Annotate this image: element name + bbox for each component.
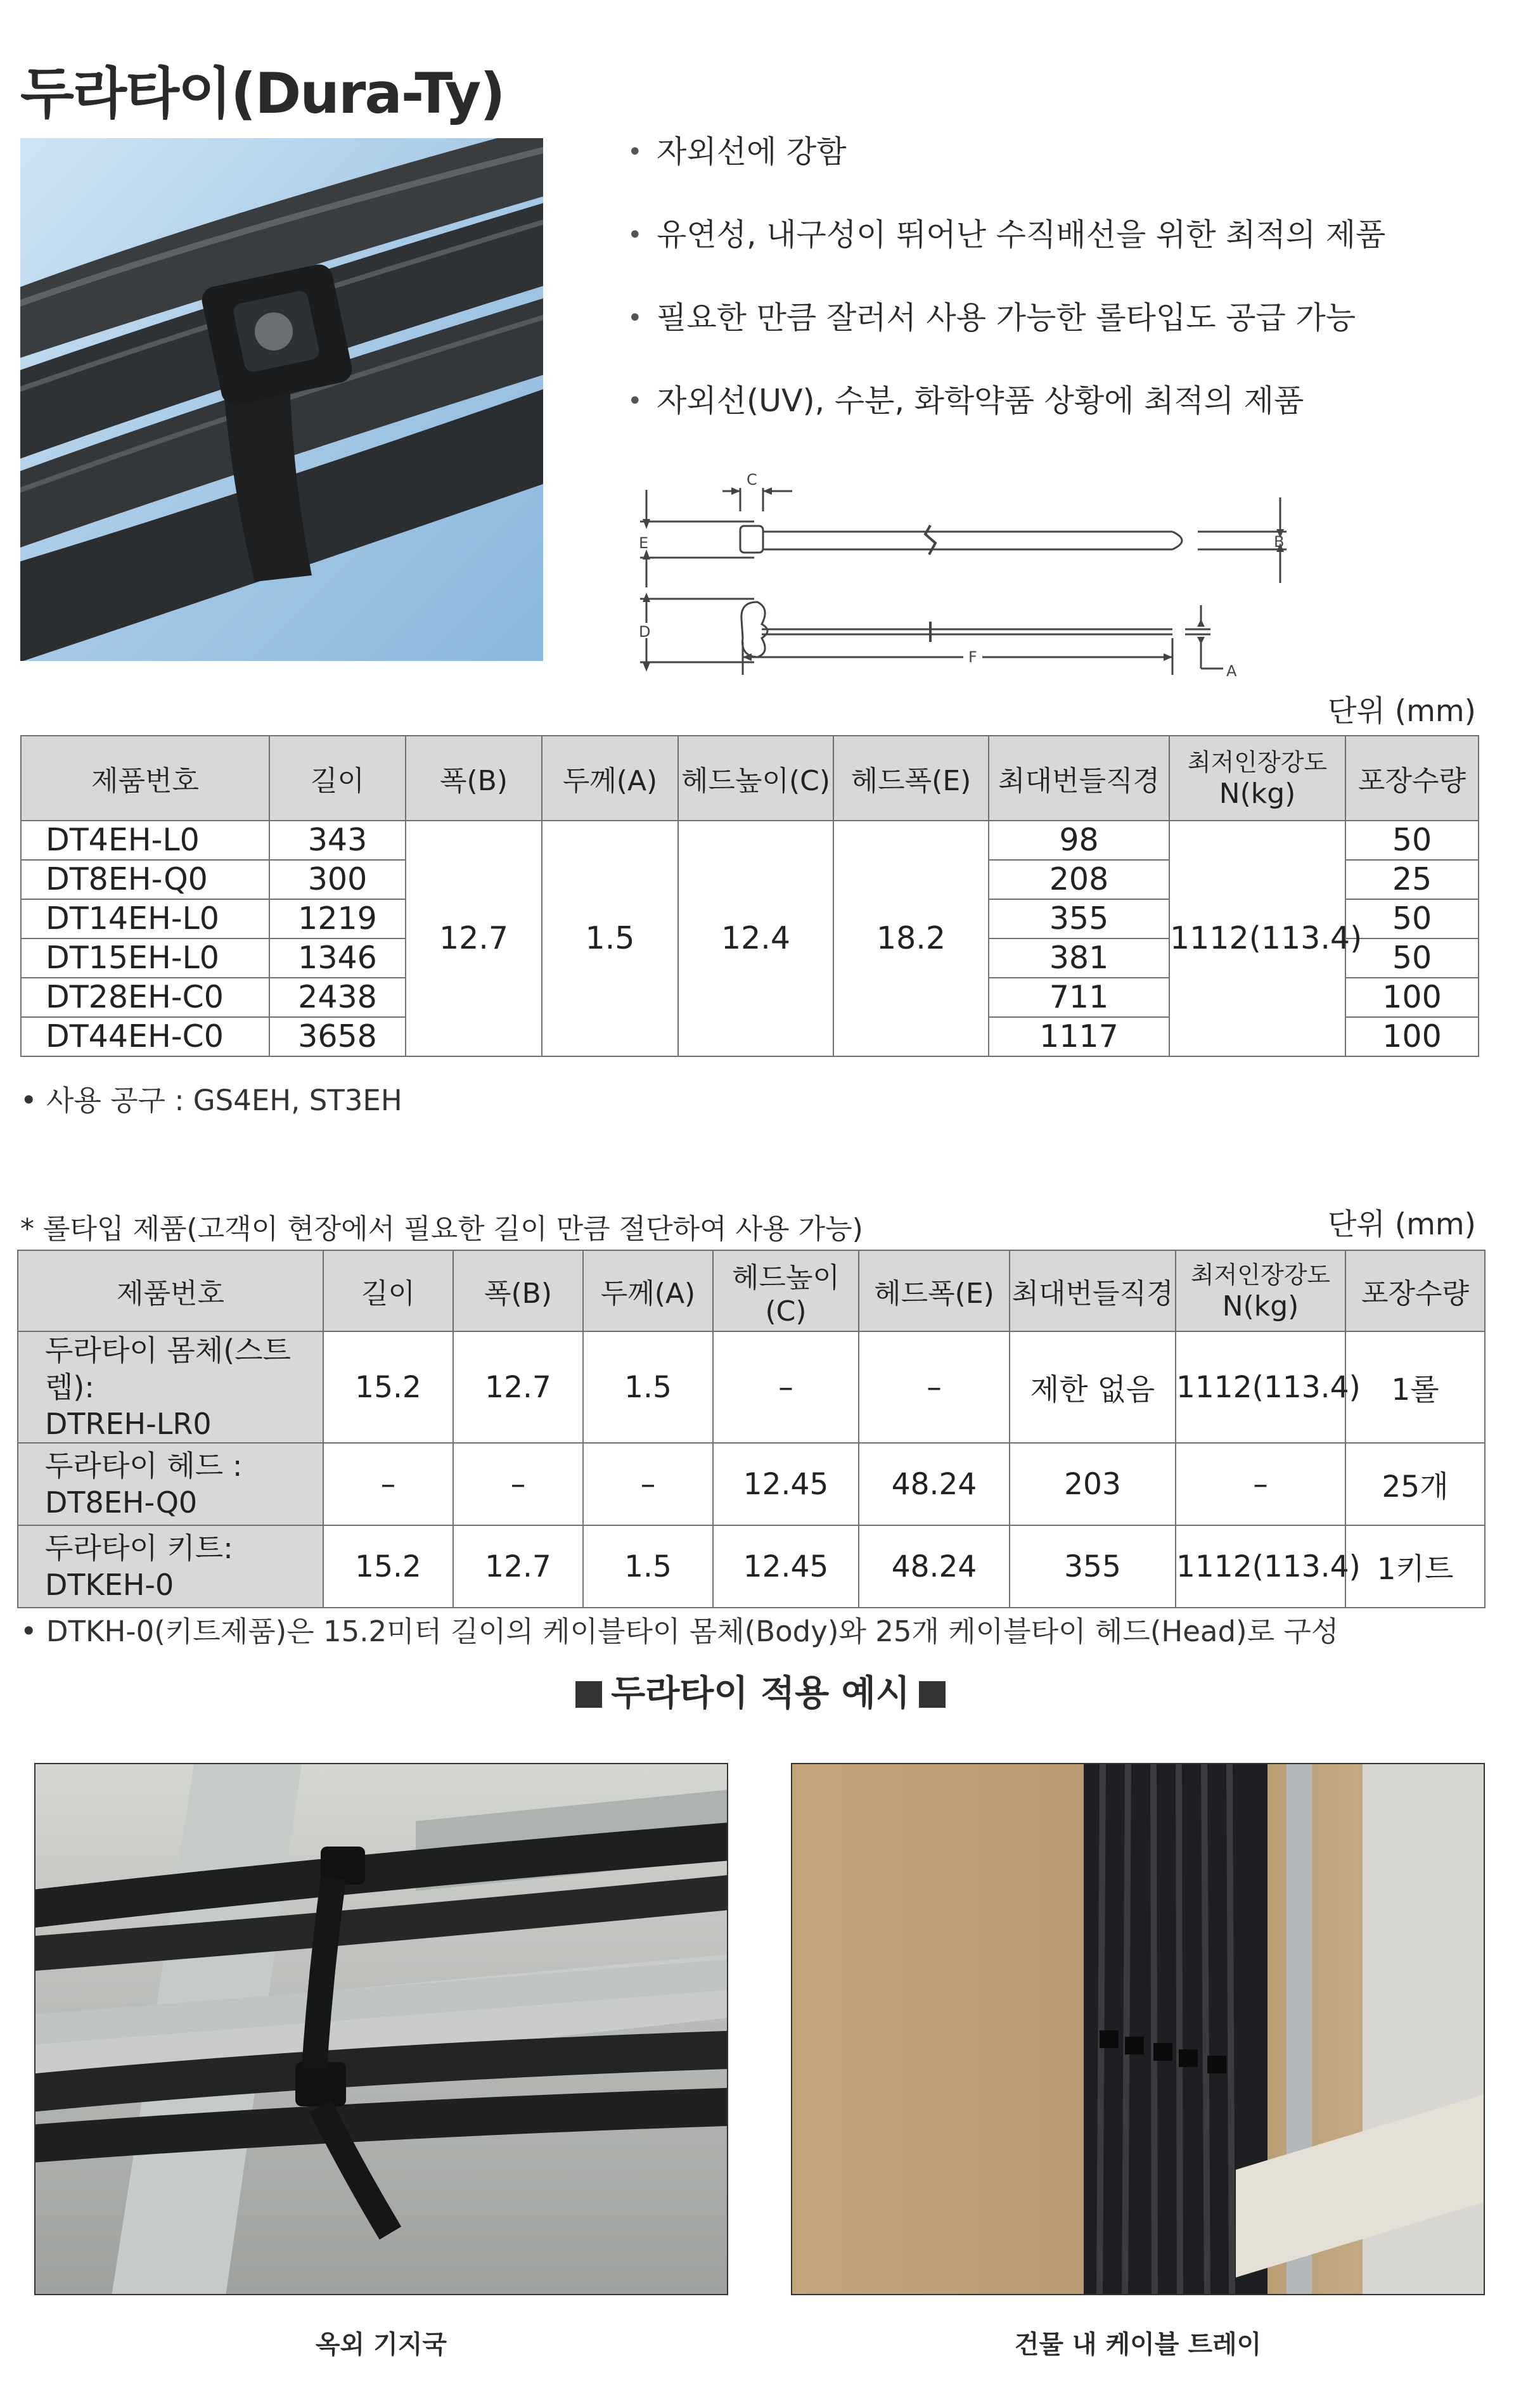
cell-head-width: 48.24 (859, 1525, 1010, 1608)
kit-note: • DTKH-0(키트제품)은 15.2미터 길이의 케이블타이 몸체(Body)와 25개 케이블타이 헤드(Head)로 구성 (20, 1615, 1339, 1648)
cell-width: – (453, 1443, 583, 1525)
table-row (21, 821, 1479, 860)
cell-qty: 25 (1345, 860, 1479, 899)
header-max-bundle: 최대번들직경 (989, 736, 1169, 821)
dim-label-f: F (968, 648, 977, 666)
table-row (18, 1443, 1485, 1525)
tool-note: • 사용 공구 : GS4EH, ST3EH (20, 1084, 402, 1117)
example-caption: 옥외 기지국 (315, 2330, 447, 2359)
dim-label-a: A (1226, 662, 1237, 680)
header-head-height: 헤드높이(C) (713, 1250, 859, 1331)
cell-head-height: – (713, 1331, 859, 1443)
product-name-line2: DTKEH-0 (45, 1568, 174, 1602)
cell-qty: 1롤 (1345, 1331, 1485, 1443)
cell-length: – (323, 1443, 453, 1525)
product-name-line1: 두라타이 헤드 : (45, 1449, 243, 1483)
header-tensile (1176, 1250, 1345, 1331)
header-tensile-line1: 최저인장강도 (1187, 748, 1328, 776)
cell-length: 15.2 (323, 1525, 453, 1608)
dim-label-d: D (639, 623, 651, 641)
cell-thickness: – (583, 1443, 713, 1525)
table-row (18, 1525, 1485, 1608)
cable-tie-on-cables-photo (20, 138, 543, 661)
cell-thickness-shared: 1.5 (542, 821, 678, 1056)
product-name-line2: DT8EH-Q0 (45, 1485, 198, 1520)
header-tensile-line1: 최저인장강도 (1190, 1260, 1331, 1289)
header-thickness: 두께(A) (542, 736, 678, 821)
indoor-cable-tray-photo (791, 1763, 1485, 2295)
roll-type-table (17, 1250, 1486, 1608)
square-icon (575, 1681, 602, 1708)
cell-product-name (18, 1443, 323, 1525)
unit-label: 단위 (mm) (1328, 694, 1476, 729)
header-max-bundle: 최대번들직경 (1010, 1250, 1176, 1331)
cell-qty: 50 (1345, 821, 1479, 860)
header-head-width: 헤드폭(E) (833, 736, 989, 821)
cell-bundle: 1117 (989, 1017, 1169, 1056)
unit-label-2: 단위 (mm) (1328, 1207, 1476, 1242)
cell-head-width: 48.24 (859, 1443, 1010, 1525)
cell-model: DT44EH-C0 (21, 1017, 269, 1056)
bullet-icon: • (627, 221, 643, 250)
header-width: 폭(B) (453, 1250, 583, 1331)
cable-tie-dimension-diagram (627, 472, 1299, 681)
cell-head-height: 12.45 (713, 1525, 859, 1608)
cell-length: 1219 (269, 899, 406, 938)
cell-tensile: – (1176, 1443, 1345, 1525)
section-heading (0, 1665, 1521, 1716)
header-tensile-line2: N(kg) (1219, 777, 1296, 810)
header-width: 폭(B) (406, 736, 542, 821)
header-qty: 포장수량 (1345, 1250, 1485, 1331)
page-title: 두라타이(Dura-Ty) (20, 61, 504, 126)
bullet-icon: • (627, 387, 643, 416)
header-head-width: 헤드폭(E) (859, 1250, 1010, 1331)
outdoor-base-station-photo (34, 1763, 728, 2295)
cell-thickness: 1.5 (583, 1525, 713, 1608)
cell-qty: 100 (1345, 978, 1479, 1017)
cell-model: DT8EH-Q0 (21, 860, 269, 899)
cell-width: 12.7 (453, 1525, 583, 1608)
cell-bundle: 제한 없음 (1010, 1331, 1176, 1443)
cell-qty: 50 (1345, 938, 1479, 978)
cell-bundle: 98 (989, 821, 1169, 860)
header-tensile-line2: N(kg) (1222, 1290, 1299, 1322)
cell-model: DT14EH-L0 (21, 899, 269, 938)
cell-head-height: 12.45 (713, 1443, 859, 1525)
feature-list (627, 130, 1483, 462)
feature-item (627, 213, 1483, 296)
header-tensile (1169, 736, 1345, 821)
example-caption: 건물 내 케이블 트레이 (1014, 2330, 1262, 2359)
spec-table (20, 735, 1479, 1057)
cell-length: 300 (269, 860, 406, 899)
cell-qty: 25개 (1345, 1443, 1485, 1525)
table-row (18, 1331, 1485, 1443)
square-icon (919, 1681, 946, 1708)
cell-model: DT15EH-L0 (21, 938, 269, 978)
header-qty: 포장수량 (1345, 736, 1479, 821)
header-length: 길이 (269, 736, 406, 821)
dim-label-b: B (1274, 533, 1285, 551)
bullet-icon: • (627, 304, 643, 333)
feature-item (627, 296, 1483, 379)
header-length: 길이 (323, 1250, 453, 1331)
cell-length: 2438 (269, 978, 406, 1017)
cell-bundle: 355 (989, 899, 1169, 938)
cell-model: DT28EH-C0 (21, 978, 269, 1017)
header-thickness: 두께(A) (583, 1250, 713, 1331)
cell-tensile-shared: 1112(113.4) (1169, 821, 1345, 1056)
cell-product-name (18, 1525, 323, 1608)
cell-bundle: 381 (989, 938, 1169, 978)
cell-tensile: 1112(113.4) (1176, 1331, 1345, 1443)
header-model: 제품번호 (21, 736, 269, 821)
cell-head-height-shared: 12.4 (678, 821, 833, 1056)
dim-label-c: C (747, 472, 757, 489)
cell-length: 15.2 (323, 1331, 453, 1443)
cell-length: 3658 (269, 1017, 406, 1056)
cell-width-shared: 12.7 (406, 821, 542, 1056)
cell-length: 1346 (269, 938, 406, 978)
cell-bundle: 203 (1010, 1443, 1176, 1525)
header-head-height: 헤드높이(C) (678, 736, 833, 821)
header-model: 제품번호 (18, 1250, 323, 1331)
cell-qty: 50 (1345, 899, 1479, 938)
section-heading-text: 두라타이 적용 예시 (611, 1673, 910, 1714)
product-name-line1: 두라타이 키트: (45, 1531, 233, 1565)
roll-type-note: * 롤타입 제품(고객이 현장에서 필요한 길이 만큼 절단하여 사용 가능) (20, 1213, 863, 1245)
feature-text: 자외선(UV), 수분, 화학약품 상황에 최적의 제품 (657, 383, 1304, 419)
cell-tensile: 1112(113.4) (1176, 1525, 1345, 1608)
cell-bundle: 355 (1010, 1525, 1176, 1608)
cell-bundle: 711 (989, 978, 1169, 1017)
cell-qty: 1키트 (1345, 1525, 1485, 1608)
feature-text: 자외선에 강함 (657, 134, 847, 170)
feature-item (627, 379, 1483, 462)
cell-length: 343 (269, 821, 406, 860)
cell-model: DT4EH-L0 (21, 821, 269, 860)
feature-text: 유연성, 내구성이 뛰어난 수직배선을 위한 최적의 제품 (657, 217, 1386, 253)
cell-thickness: 1.5 (583, 1331, 713, 1443)
cell-head-width-shared: 18.2 (833, 821, 989, 1056)
cell-width: 12.7 (453, 1331, 583, 1443)
feature-item (627, 130, 1483, 213)
cell-qty: 100 (1345, 1017, 1479, 1056)
product-name-line1: 두라타이 몸체(스트렙): (45, 1333, 292, 1404)
cell-product-name (18, 1331, 323, 1443)
cell-head-width: – (859, 1331, 1010, 1443)
cell-bundle: 208 (989, 860, 1169, 899)
dim-label-e: E (639, 534, 649, 552)
bullet-icon: • (627, 138, 643, 167)
feature-text: 필요한 만큼 잘러서 사용 가능한 롤타입도 공급 가능 (657, 300, 1356, 336)
product-name-line2: DTREH-LR0 (45, 1407, 212, 1441)
